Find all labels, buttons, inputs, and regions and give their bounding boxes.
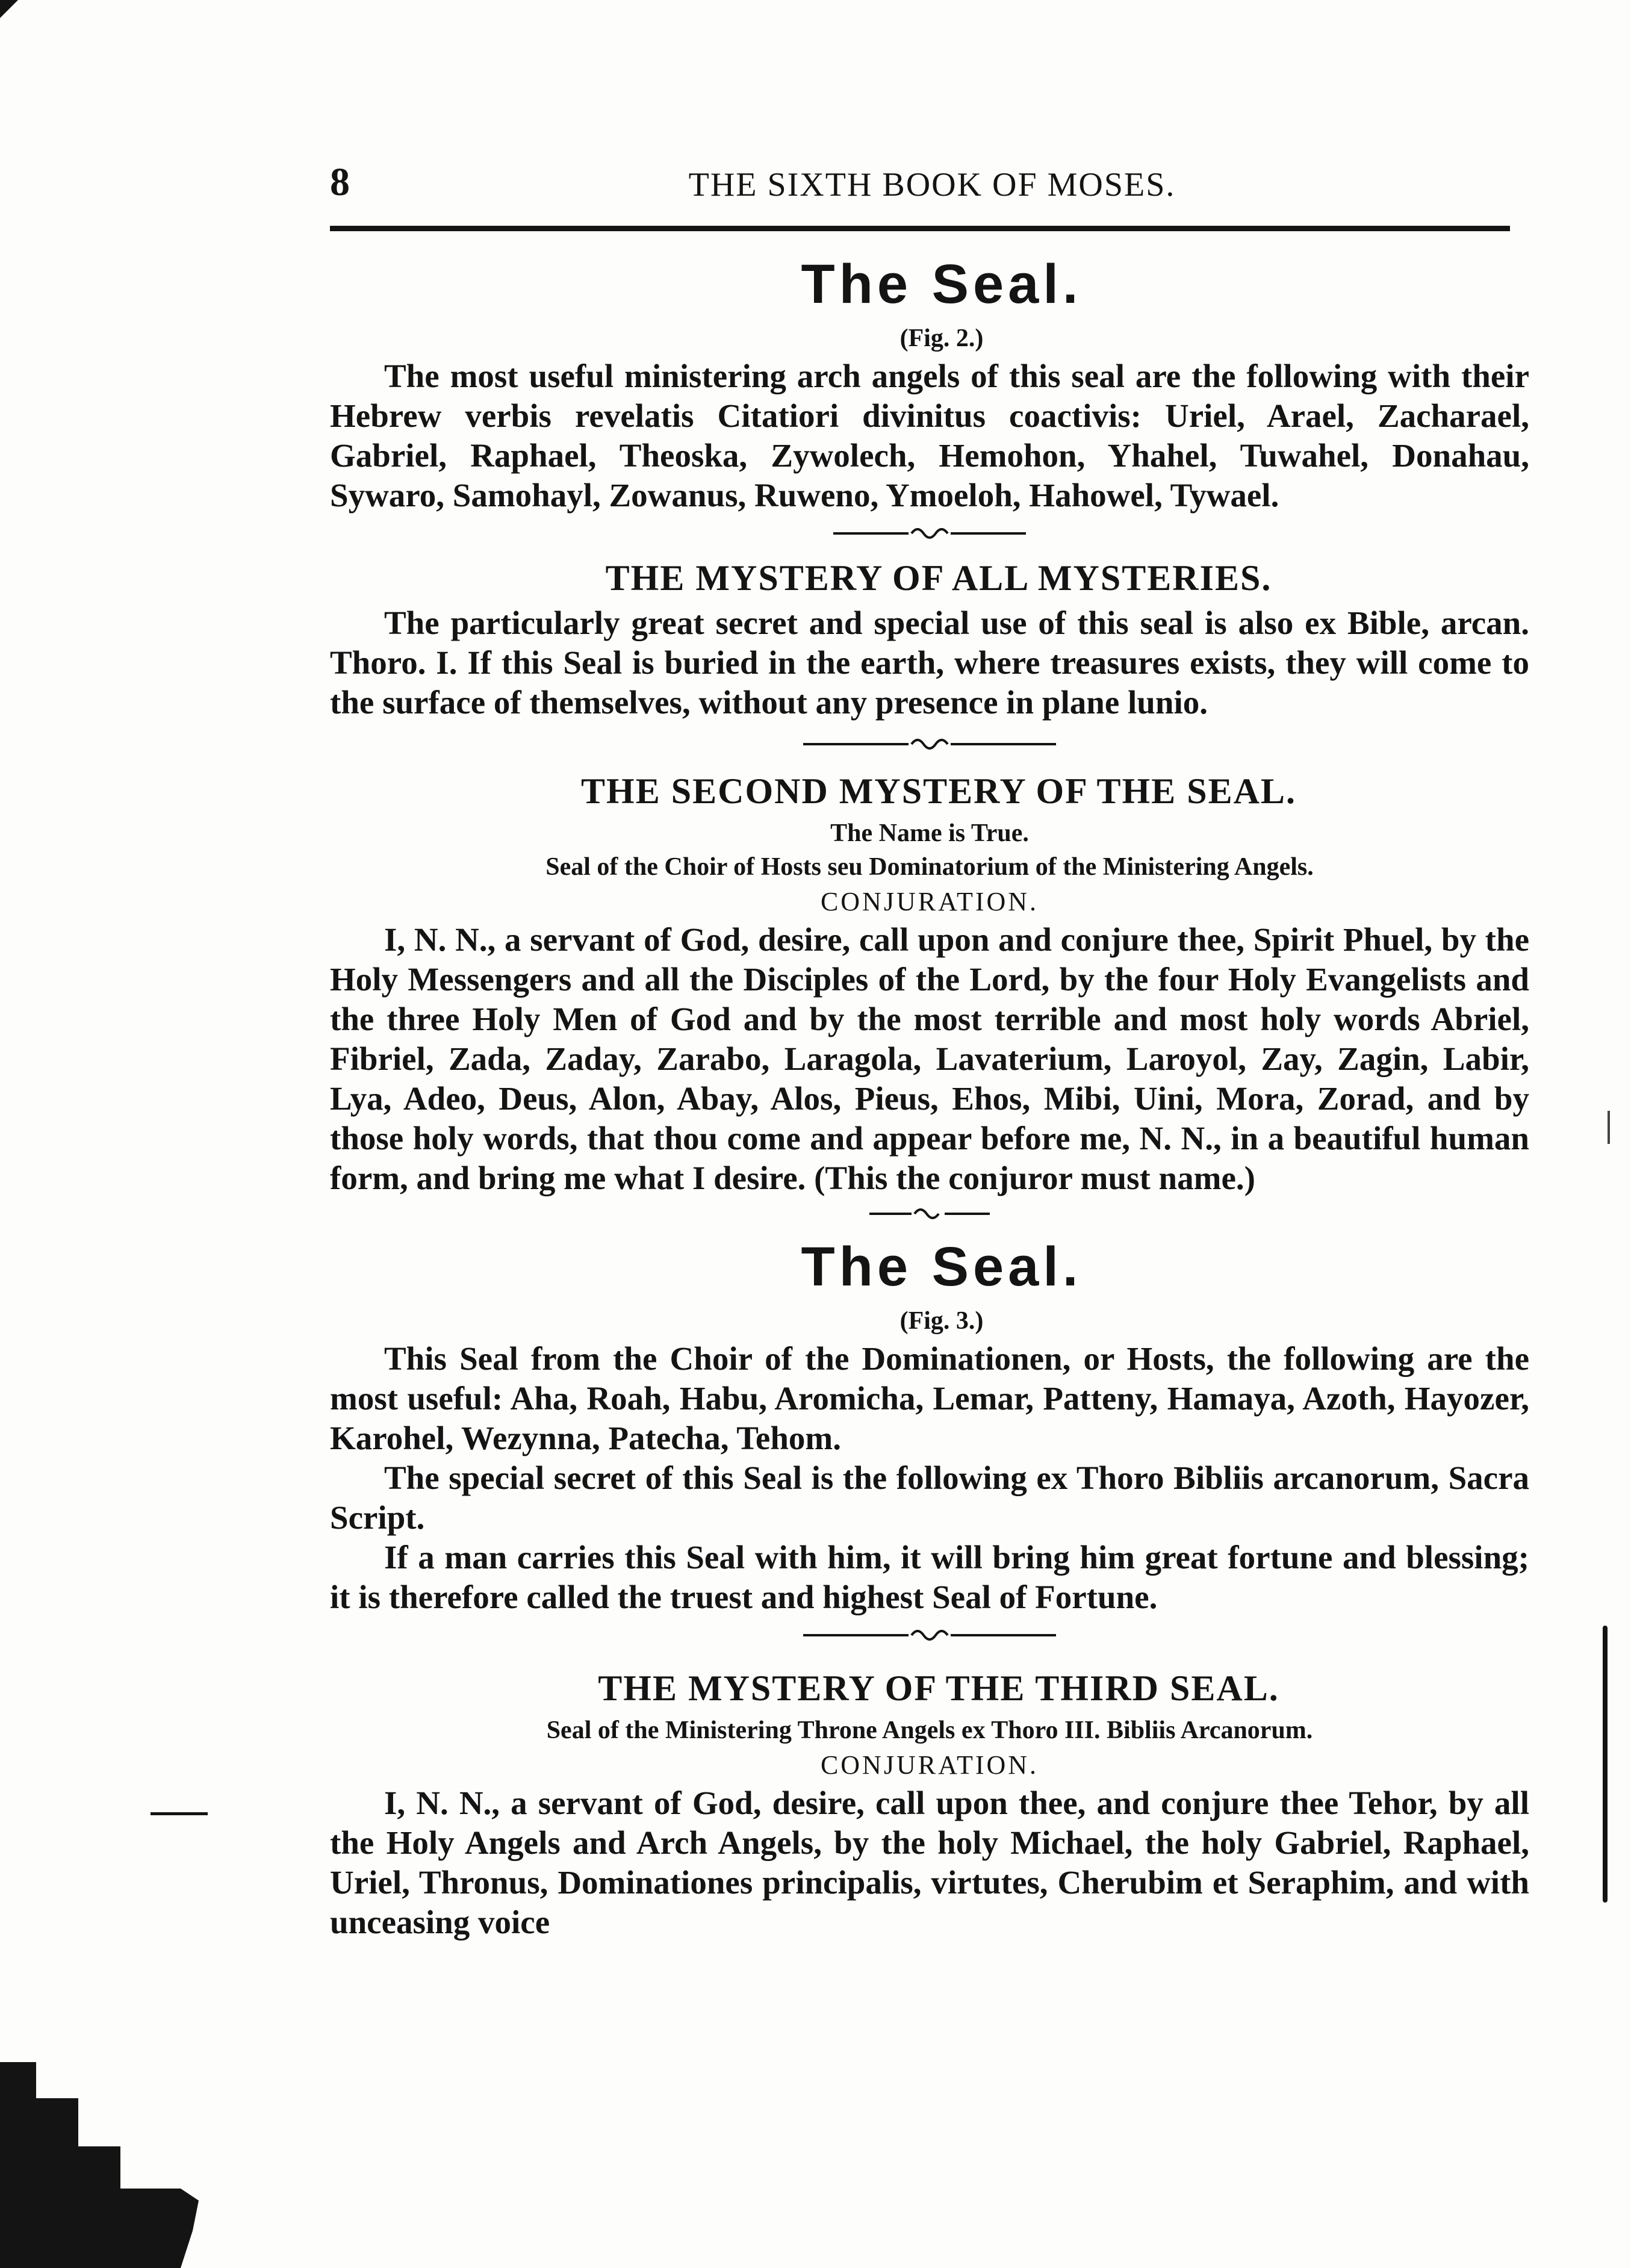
header-rule: [330, 226, 1510, 231]
section-title: The Seal.: [801, 253, 1083, 315]
right-margin-binding-mark: [1603, 1626, 1608, 1903]
section-title: The Seal.: [801, 1236, 1083, 1297]
section-seal-fig3: [330, 1231, 1529, 1617]
page-number: 8: [330, 160, 350, 204]
page-corner-mark: [0, 0, 18, 18]
figure-reference: (Fig. 2.): [899, 325, 984, 352]
paragraph: This Seal from the Choir of the Dominationen, or Hosts, the following are the most useful: Aha, Roah, Habu, Aromicha, Lemar, Patteny, Hamaya, Azoth, Hayozer, Karohel, Wezynna, Patecha, Tehom.: [330, 1340, 1529, 1456]
left-margin-dash: [151, 1812, 208, 1815]
section-heading: THE MYSTERY OF ALL MYSTERIES.: [605, 558, 1272, 598]
paragraph: If a man carries this Seal with him, it will bring him great fortune and blessing; it is therefore called the truest and highest Seal of Fortune.: [330, 1539, 1529, 1615]
running-title: THE SIXTH BOOK OF MOSES.: [688, 166, 1176, 203]
conjuration-label: CONJURATION.: [820, 887, 1039, 916]
ornament-divider: [330, 1201, 1529, 1231]
paragraph: The most useful ministering arch angels of this seal are the following with their Hebrew verbis revelatis Citatiori divinitus coactivis: Uriel, Arael, Zacharael, Gabriel, Raphael, Theoska, Zywolech, Hemohon, Yhahel, Tuwahel, Donahau, Sywaro, Samohayl, Zowanus, Ruweno, Ymoeloh, Hahowel, Tywael.: [330, 358, 1529, 514]
section-heading: THE SECOND MYSTERY OF THE SEAL.: [581, 771, 1296, 811]
paragraph: The special secret of this Seal is the following ex Thoro Bibliis arcanorum, Sacra Script.: [330, 1459, 1529, 1536]
paragraph: The particularly great secret and special use of this seal is also ex Bible, arcan. Thoro. I. If this Seal is buried in the earth, where treasures exists, they will come to the surface of themselves, without any presence in plane lunio.: [330, 604, 1529, 721]
figure-reference: (Fig. 3.): [899, 1307, 984, 1335]
subtitle: The Name is True.: [830, 819, 1029, 847]
section-third-seal: [330, 1663, 1529, 1942]
right-margin-tick: [1608, 1111, 1610, 1144]
running-header: [330, 160, 1510, 220]
page-edge-shadow: [0, 2062, 241, 2268]
page-body: [330, 241, 1529, 1942]
section-mystery-of-all: [330, 553, 1529, 722]
paragraph: I, N. N., a servant of God, desire, call upon thee, and conjure thee Tehor, by all the Holy Angels and Arch Angels, by the holy Michael, the holy Gabriel, Raphael, Uriel, Thronus, Dominationes principalis, virtutes, Cherubim et Seraphim, and with unceasing voice: [330, 1785, 1529, 1940]
ornament-divider: [330, 520, 1529, 550]
paragraph: I, N. N., a servant of God, desire, call upon and conjure thee, Spirit Phuel, by the Holy Messengers and all the Disciples of the Lord, by the four Holy Evangelists and the three Holy Men of God and by the most terrible and most holy words Abriel, Fibriel, Zada, Zaday, Zarabo, Laragola, Lavaterium, Laroyol, Zay, Zagin, Labir, Lya, Adeo, Deus, Alon, Abay, Alos, Pieus, Ehos, Mibi, Uini, Mora, Zorad, and by those holy words, that thou come and appear before me, N. N., in a beautiful human form, and bring me what I desire. (This the conjuror must name.): [330, 921, 1529, 1196]
seal-description: Seal of the Ministering Throne Angels ex Thoro III. Bibliis Arcanorum.: [546, 1717, 1313, 1744]
section-second-mystery: [330, 766, 1529, 1198]
ornament-divider: [330, 731, 1529, 761]
section-seal-fig2: [330, 248, 1529, 515]
ornament-divider: [330, 1622, 1529, 1652]
seal-description: Seal of the Choir of Hosts seu Dominatorium of the Ministering Angels.: [545, 853, 1314, 881]
conjuration-label: CONJURATION.: [820, 1750, 1039, 1780]
section-heading: THE MYSTERY OF THE THIRD SEAL.: [598, 1668, 1279, 1708]
